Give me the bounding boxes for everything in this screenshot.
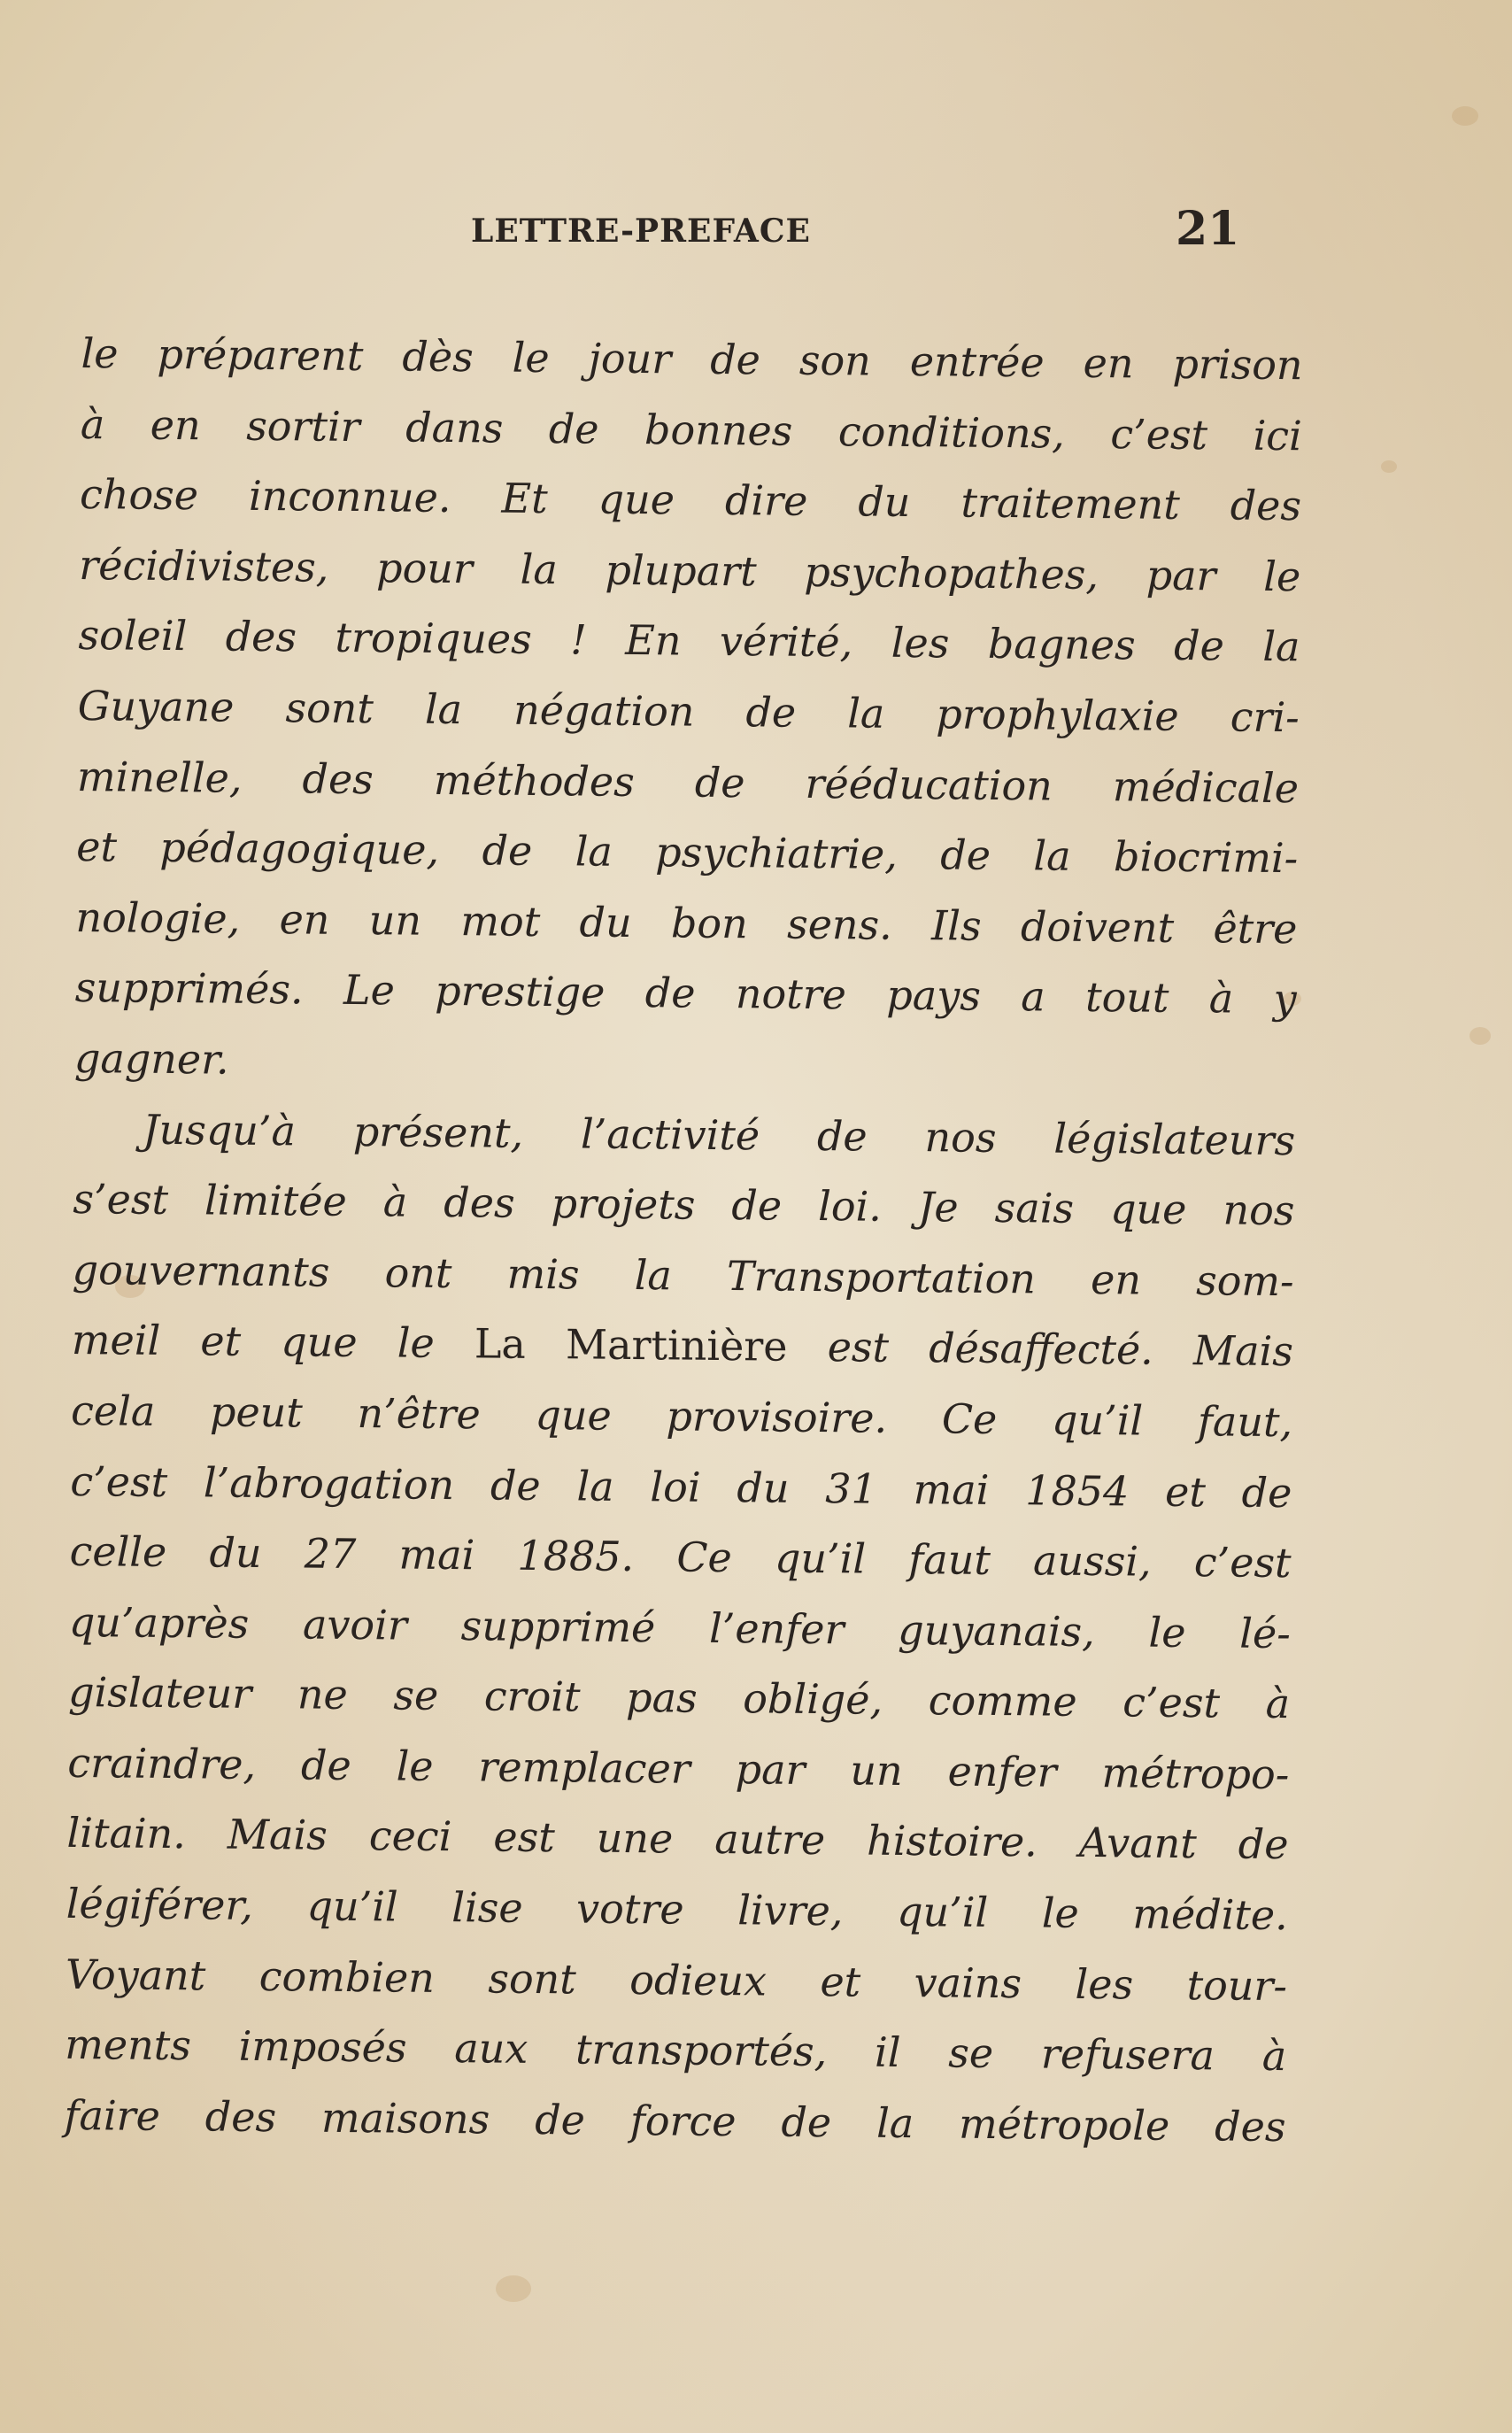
paper-stain	[1452, 106, 1478, 126]
text-fragment: est désaffecté. Mais	[787, 1323, 1294, 1376]
text-line: légiférer, qu’il lise votre livre, qu’il le médite.	[66, 1879, 1289, 1940]
text-line: c’est l’abrogation de la loi du 31 mai 1854 et de	[70, 1456, 1292, 1517]
text-fragment: meil et que le	[71, 1316, 475, 1368]
text-line: Guyane sont la négation de la prophylaxie cri-	[77, 681, 1300, 742]
text-line: celle du 27 mai 1885. Ce qu’il faut aussi, c’est	[69, 1527, 1292, 1587]
text-line: Voyant combien sont odieux et vains les tour-	[65, 1950, 1288, 2010]
paper-stain	[1381, 460, 1397, 473]
text-line: ments imposés aux transportés, il se refusera à	[65, 2020, 1287, 2081]
text-line: récidivistes, pour la plupart psychopathes, par le	[79, 540, 1301, 601]
body-text	[64, 319, 1303, 2163]
page-header	[81, 202, 1240, 264]
text-line: nologie, en un mot du bon sens. Ils doivent être	[75, 892, 1298, 953]
running-title: LETTRE-PREFACE	[471, 212, 811, 250]
text-line: et pédagogique, de la psychiatrie, de la biocrimi-	[76, 823, 1299, 883]
text-line: craindre, de le remplacer par un enfer métropo-	[67, 1738, 1290, 1799]
paper-stain	[496, 2275, 531, 2302]
text-line: chose inconnue. Et que dire du traitement des	[79, 470, 1302, 530]
text-line: s’est limitée à des projets de loi. Je sais que nos	[73, 1175, 1295, 1235]
text-line: soleil des tropiques ! En vérité, les bagnes de la	[78, 611, 1300, 671]
text-line	[72, 1305, 1294, 1387]
text-line: gagner.	[73, 1033, 229, 1084]
text-line: faire des maisons de force de la métropole des	[64, 2090, 1286, 2151]
text-line: gouvernants ont mis la Transportation en som-	[72, 1245, 1294, 1305]
text-line: gislateur ne se croit pas obligé, comme c’est à	[67, 1668, 1291, 1728]
text-line: le préparent dès le jour de son entrée en prison	[81, 328, 1303, 390]
ship-name: La Martinière	[474, 1319, 788, 1371]
text-line: Jusqu’à présent, l’activité de nos législateurs	[142, 1105, 1296, 1164]
paper-stain	[1470, 1027, 1491, 1045]
text-line: cela peut n’être que provisoire. Ce qu’il faut,	[70, 1386, 1293, 1447]
text-line: minelle, des méthodes de rééducation médicale	[76, 752, 1300, 812]
text-line: litain. Mais ceci est une autre histoire. Avant de	[66, 1809, 1289, 1869]
text-line: à en sortir dans de bonnes conditions, c’est ici	[80, 399, 1303, 460]
text-line: qu’après avoir supprimé l’enfer guyanais, le lé-	[68, 1597, 1292, 1657]
text-line: supprimés. Le prestige de notre pays a tout à y	[74, 963, 1297, 1023]
page-number: 21	[1176, 202, 1240, 256]
